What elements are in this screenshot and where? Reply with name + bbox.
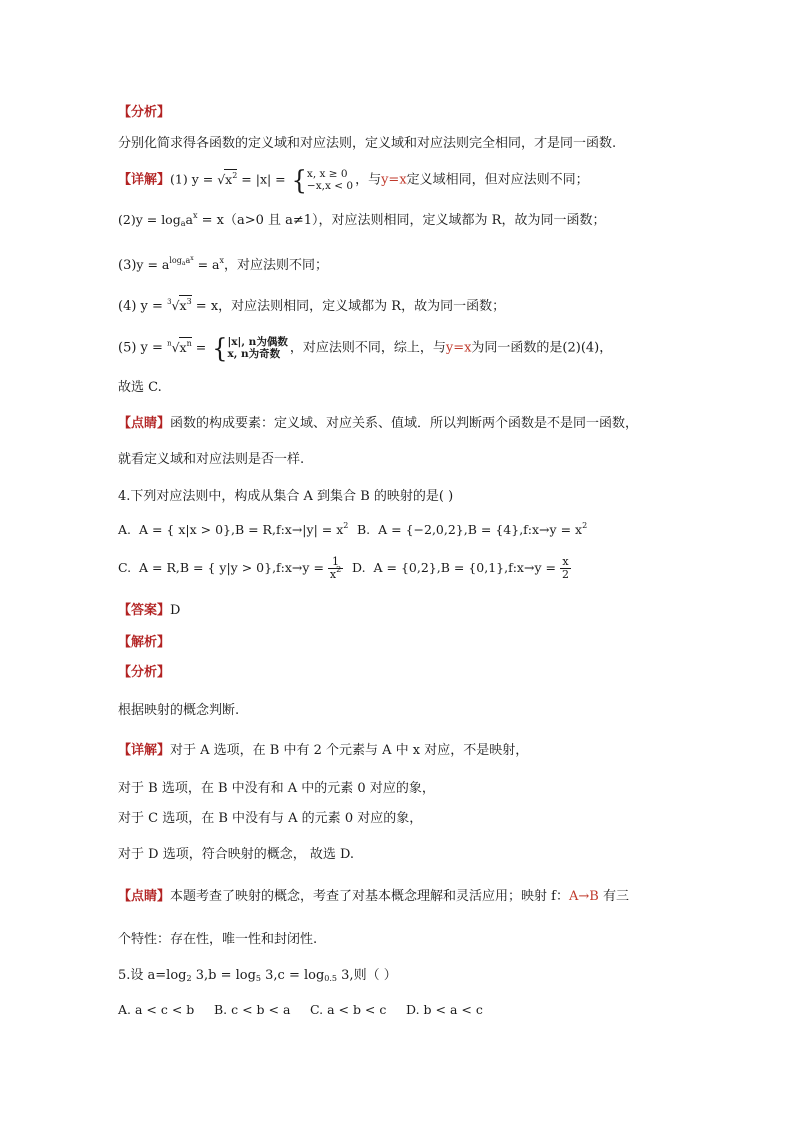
- q4-option-c: C. A = R,B = { y|y > 0},f:x→y = $\frac{1}{x^2}$: [118, 555, 342, 581]
- question-4-stem: 4.下列对应法则中，构成从集合 A 到集合 B 的映射的是( ): [118, 489, 454, 504]
- q4-option-a: A. A = { x|x > 0},B = R,f:x→|y| = $x^2$: [118, 521, 349, 537]
- piecewise-brace-1: { x, x ≥ 0 −x,x < 0: [291, 164, 354, 196]
- q4-detail-line-3: 对于 C 选项，在 B 中没有与 A 的元素 0 对应的象，: [118, 811, 423, 826]
- insight-line-1: 【点睛】函数的构成要素：定义域、对应关系、值域．所以判断两个函数是不是同一函数，: [118, 416, 639, 431]
- q5-option-a: A. a < c < b: [118, 1002, 195, 1017]
- detail-line-5: (5) $y = ^n√x^n$ = { |x|, n为偶数 x, n为奇数 ，对应法则不同，综上，与y=x为同一函数的是(2)(4)，: [118, 332, 613, 364]
- insight-heading: 【点睛】: [118, 416, 171, 431]
- q5-option-b: B. c < b < a: [214, 1002, 291, 1017]
- q4-option-b: B. A = {−2,0,2},B = {4},f:x→y = $x^2$: [357, 521, 588, 537]
- detail-heading: 【详解】: [118, 172, 171, 188]
- detail-line-3: $(3)y = a^{log_aa^x} = a^x$，对应法则不同；: [118, 255, 329, 273]
- piecewise-brace-2: { |x|, n为偶数 x, n为奇数: [212, 332, 288, 364]
- detail-line-4: (4) $y = ^3√x^3 = x$，对应法则相同，定义域都为 R，故为同一函数；: [118, 297, 506, 314]
- conclusion-text: 故选 C.: [118, 380, 162, 395]
- q4-detail-line-4: 对于 D 选项，符合映射的概念， 故选 D.: [118, 847, 355, 862]
- answer-heading: 【答案】: [118, 603, 171, 618]
- q4-detail-heading: 【详解】: [118, 743, 171, 758]
- q5-option-d: D. b < a < c: [406, 1002, 483, 1017]
- q4-insight-line-2: 个特性：存在性，唯一性和封闭性.: [118, 932, 318, 947]
- analysis-heading: 【分析】: [118, 105, 171, 120]
- q4-analysis-heading: 【分析】: [118, 665, 171, 680]
- answer-line: [118, 601, 180, 621]
- q4-option-d: D. A = {0,2},B = {0,1},f:x→y = $\frac{x}{2}$: [352, 555, 569, 581]
- answer-value: D: [170, 603, 181, 618]
- detail-line-1: 【详解】(1) $y = √x^2 = |x|$ = { x, x ≥ 0 −x,x < 0 ，与y=x定义域相同，但对应法则不同；: [118, 164, 589, 196]
- q4-insight-line-1: 【点睛】本题考查了映射的概念，考查了对基本概念理解和灵活应用；映射 f：A→B 有三: [118, 889, 629, 904]
- q4-detail-line-2: 对于 B 选项，在 B 中没有和 A 中的元素 0 对应的象，: [118, 781, 435, 796]
- question-5-stem: 5.设 $a=\log_2$ $3,b = \log_5 3,c = \log_{0.5} 3$,则（ ）: [118, 968, 397, 983]
- detail-line-2: $(2)y = \log_aa^x = x(a>0$ 且 a≠1），对应法则相同，定义域都为 R，故为同一函数；: [118, 211, 606, 228]
- explanation-heading: 【解析】: [118, 635, 171, 650]
- q4-detail-line-1: 【详解】对于 A 选项，在 B 中有 2 个元素与 A 中 x 对应，不是映射，: [118, 743, 529, 758]
- insight-line-2: 就看定义域和对应法则是否一样.: [118, 452, 305, 467]
- q5-option-c: C. a < b < c: [310, 1002, 387, 1017]
- q4-insight-heading: 【点睛】: [118, 889, 171, 904]
- q4-analysis-text: 根据映射的概念判断.: [118, 703, 240, 718]
- analysis-text: 分别化简求得各函数的定义域和对应法则，定义域和对应法则完全相同，才是同一函数.: [118, 136, 617, 151]
